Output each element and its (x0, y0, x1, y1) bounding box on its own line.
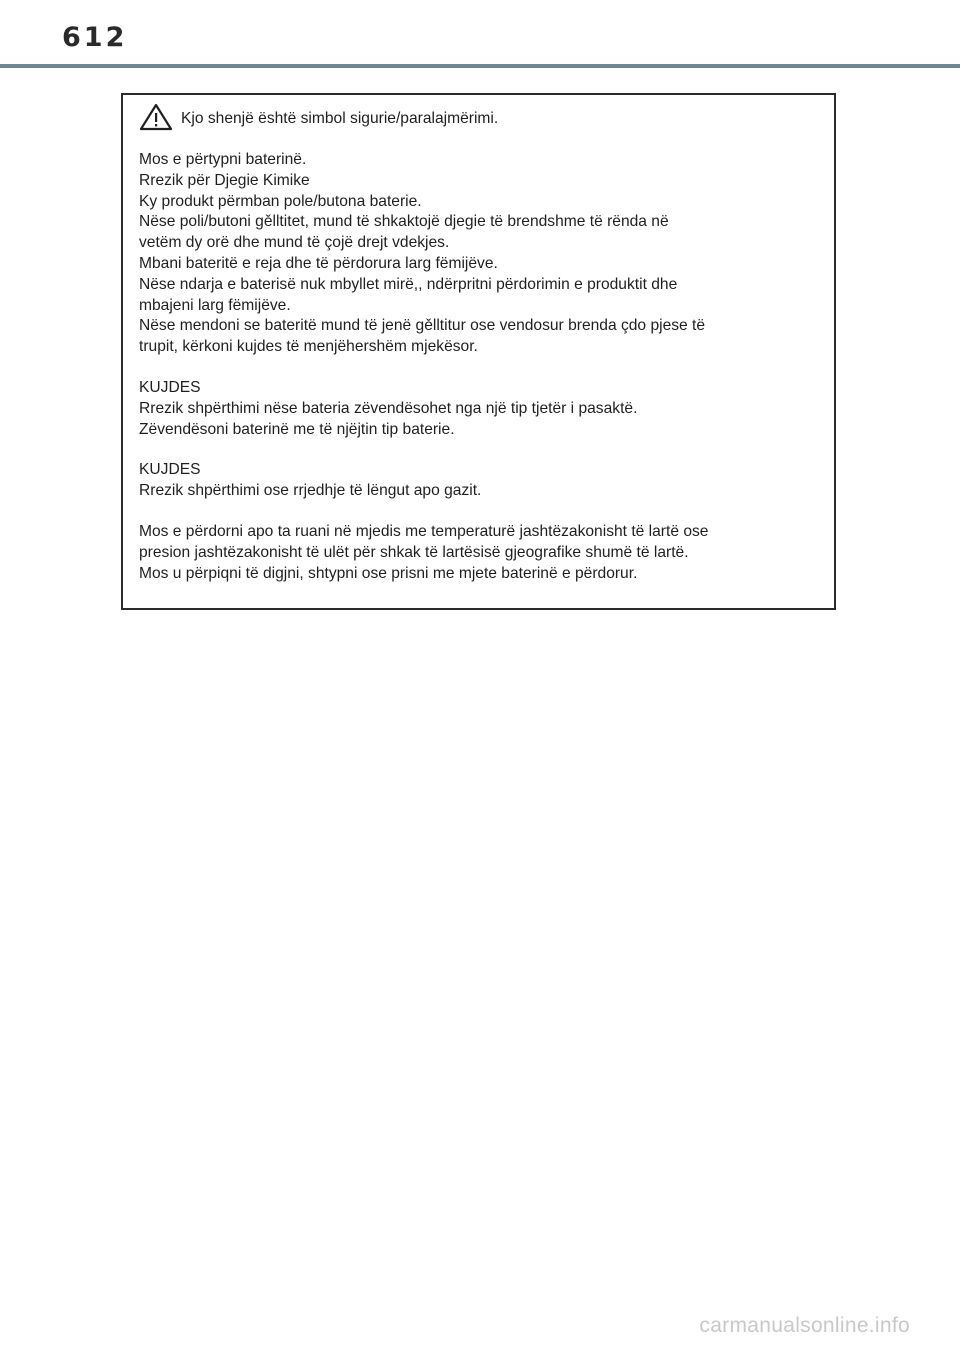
text-line: Nëse mendoni se bateritë mund të jenë gělltitur ose vendosur brenda çdo pjese të (139, 317, 706, 335)
text-line: Zëvendësoni baterinë me të njëjtin tip baterie. (139, 420, 455, 438)
text-line: mbajeni larg fëmijëve. (139, 296, 291, 314)
environment-warning-block (139, 522, 820, 584)
text-line: Rrezik shpërthimi ose rrjedhje të lëngut apo gazit. (139, 482, 482, 500)
text-line: presion jashtëzakonisht të ulët për shkak të lartësisë gjeografike shumë të lartë. (139, 543, 689, 561)
text-line: vetëm dy orë dhe mund të çojë drejt vdekjes. (139, 234, 450, 252)
watermark: carmanualsonline.info (699, 1314, 910, 1337)
text-line: Nëse ndarja e baterisë nuk mbyllet mirë,, ndërpritni përdorimin e produktit dhe (139, 275, 678, 293)
caution-heading: KUJDES (139, 378, 201, 396)
text-line: Mos e përdorni apo ta ruani në mjedis me temperaturë jashtëzakonisht të lartë ose (139, 522, 709, 540)
text-line: Rrezik për Djegie Kimike (139, 171, 310, 189)
text-line: Nëse poli/butoni gělltitet, mund të shkaktojë djegie të brendshme të rënda në (139, 213, 669, 231)
header-rule (0, 64, 960, 68)
text-line: Ky produkt përmban pole/butona baterie. (139, 192, 422, 210)
page-number: 612 (62, 22, 128, 53)
replacement-caution-block (139, 378, 820, 440)
text-line: Mos u përpiqni të digjni, shtypni ose prisni me mjete baterinë e përdorur. (139, 564, 638, 582)
warning-row (139, 103, 820, 131)
warning-text: Kjo shenjë është simbol sigurie/paralajmërimi. (181, 110, 499, 127)
paragraph-gap (139, 358, 820, 378)
text-line: Rrezik shpërthimi nëse bateria zëvendësohet nga një tip tjetër i pasaktë. (139, 399, 638, 417)
battery-safety-notice (121, 93, 836, 610)
paragraph-gap (139, 502, 820, 522)
leakage-caution-block (139, 460, 820, 502)
paragraph-gap (139, 440, 820, 460)
ingestion-warning-block (139, 150, 820, 358)
warning-triangle-icon (139, 103, 173, 131)
text-line: Mos e përtypni baterinë. (139, 151, 307, 168)
caution-heading: KUJDES (139, 461, 201, 479)
text-line: Mbani bateritë e reja dhe të përdorura larg fëmijëve. (139, 254, 498, 272)
text-line: trupit, kërkoni kujdes të menjëhershëm mjekësor. (139, 338, 478, 356)
